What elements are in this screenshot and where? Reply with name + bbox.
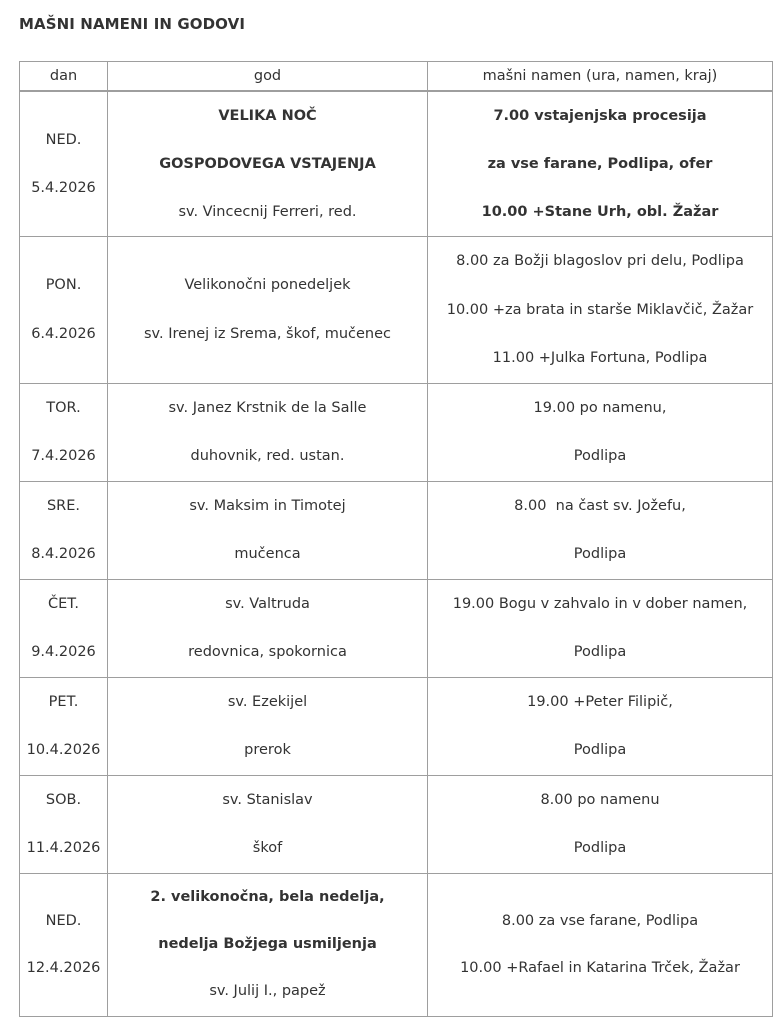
namen-line: 10.00 +za brata in starše Miklavčič, Žažar	[446, 301, 754, 318]
namen-line: 11.00 +Julka Fortuna, Podlipa	[492, 350, 708, 366]
day-date: 12.4.2026	[26, 959, 101, 976]
god-line: škof	[252, 840, 283, 856]
namen-line: 8.00 po namenu	[540, 791, 660, 808]
day-date: 9.4.2026	[31, 644, 96, 660]
namen-line: Podlipa	[573, 840, 627, 856]
day-name: SOB.	[45, 791, 82, 808]
table-row	[20, 91, 773, 237]
mass-schedule-table	[19, 61, 773, 1017]
god-line: Velikonočni ponedeljek	[184, 277, 351, 294]
day-name: NED.	[45, 132, 82, 148]
day-cell	[20, 383, 108, 481]
day-date: 6.4.2026	[31, 325, 96, 342]
god-line: sv. Ezekijel	[227, 693, 308, 710]
god-line: sv. Maksim in Timotej	[189, 497, 346, 514]
namen-cell	[428, 91, 773, 237]
page-title: MAŠNI NAMENI IN GODOVI	[19, 15, 245, 33]
day-cell	[20, 91, 108, 237]
god-line: nedelja Božjega usmiljenja	[158, 936, 377, 952]
table-row	[20, 677, 773, 775]
namen-line: 8.00 za Božji blagoslov pri delu, Podlipa	[456, 253, 744, 269]
namen-line: 8.00 za vse farane, Podlipa	[501, 912, 699, 929]
god-line: GOSPODOVEGA VSTAJENJA	[159, 156, 376, 172]
day-date: 8.4.2026	[31, 546, 96, 562]
god-cell	[108, 677, 428, 775]
namen-cell	[428, 481, 773, 579]
namen-cell	[428, 237, 773, 384]
day-cell	[20, 775, 108, 873]
god-cell	[108, 91, 428, 237]
god-line: duhovnik, red. ustan.	[190, 448, 345, 464]
namen-line: 19.00 +Peter Filipič,	[527, 693, 673, 710]
god-line: sv. Janez Krstnik de la Salle	[168, 399, 367, 416]
namen-line: Podlipa	[573, 448, 627, 464]
table-header-row	[20, 62, 773, 92]
god-cell	[108, 383, 428, 481]
god-cell	[108, 481, 428, 579]
god-cell	[108, 237, 428, 384]
day-cell	[20, 677, 108, 775]
namen-cell	[428, 579, 773, 677]
day-date: 10.4.2026	[26, 742, 101, 758]
table-row	[20, 775, 773, 873]
day-cell	[20, 481, 108, 579]
day-date: 7.4.2026	[31, 448, 96, 464]
table-row	[20, 873, 773, 1016]
day-name: PET.	[48, 693, 79, 710]
day-name: PON.	[45, 277, 82, 294]
god-cell	[108, 873, 428, 1016]
table-row	[20, 481, 773, 579]
table-row	[20, 237, 773, 384]
god-line: sv. Vincecnij Ferreri, red.	[178, 204, 357, 220]
god-line: sv. Irenej iz Srema, škof, mučenec	[144, 325, 391, 342]
god-line: mučenca	[234, 546, 301, 562]
table-row	[20, 579, 773, 677]
namen-line: 19.00 Bogu v zahvalo in v dober namen,	[452, 595, 748, 612]
god-line: sv. Valtruda	[225, 595, 310, 612]
header-god: god	[108, 62, 428, 92]
day-name: ČET.	[47, 595, 80, 612]
header-dan: dan	[20, 62, 108, 92]
namen-line: Podlipa	[573, 546, 627, 562]
god-line: 2. velikonočna, bela nedelja,	[150, 889, 385, 905]
god-line: prerok	[244, 742, 291, 758]
header-namen: mašni namen (ura, namen, kraj)	[428, 62, 773, 92]
day-date: 11.4.2026	[26, 840, 101, 856]
namen-line: Podlipa	[573, 742, 627, 758]
table-row	[20, 383, 773, 481]
namen-cell	[428, 775, 773, 873]
god-cell	[108, 775, 428, 873]
day-name: SRE.	[46, 497, 81, 514]
god-line: sv. Julij I., papež	[209, 983, 326, 999]
namen-line: 8.00 na čast sv. Jožefu,	[514, 497, 686, 514]
god-line: sv. Stanislav	[222, 791, 313, 808]
god-line: redovnica, spokornica	[188, 644, 347, 660]
day-cell	[20, 237, 108, 384]
namen-cell	[428, 383, 773, 481]
namen-line: Podlipa	[573, 644, 627, 660]
day-cell	[20, 579, 108, 677]
namen-line: za vse farane, Podlipa, ofer	[487, 156, 713, 172]
day-name: NED.	[45, 912, 82, 929]
namen-cell	[428, 677, 773, 775]
namen-line: 10.00 +Rafael in Katarina Trček, Žažar	[460, 959, 740, 976]
namen-line: 10.00 +Stane Urh, obl. Žažar	[481, 204, 719, 220]
namen-line: 19.00 po namenu,	[533, 399, 667, 416]
day-cell	[20, 873, 108, 1016]
god-cell	[108, 579, 428, 677]
god-line: VELIKA NOČ	[218, 108, 317, 124]
namen-line: 7.00 vstajenjska procesija	[493, 108, 707, 124]
day-date: 5.4.2026	[31, 180, 96, 196]
namen-cell	[428, 873, 773, 1016]
day-name: TOR.	[46, 399, 81, 416]
